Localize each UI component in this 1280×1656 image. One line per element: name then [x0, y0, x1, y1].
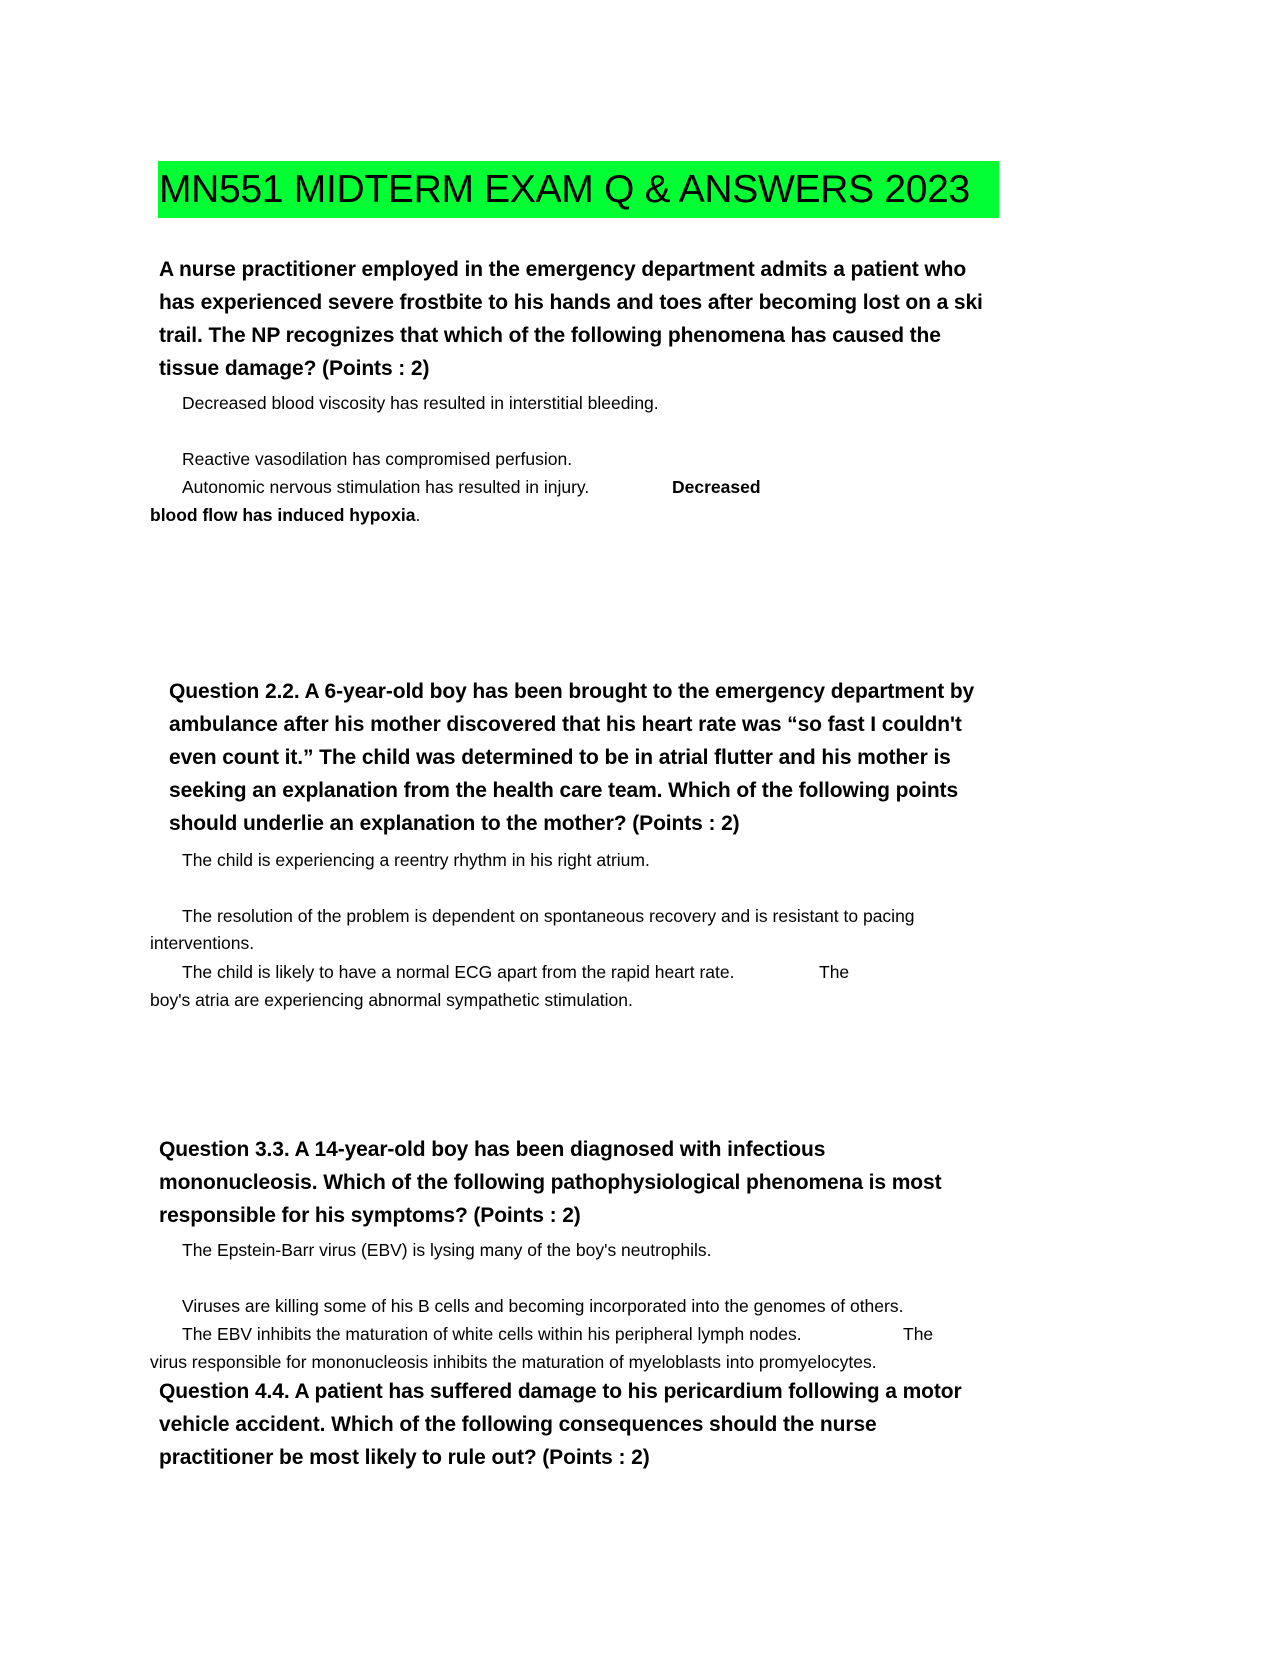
question-1-option-a: Decreased blood viscosity has resulted in interstitial bleeding. [182, 393, 659, 413]
question-3-option-b: Viruses are killing some of his B cells and becoming incorporated into the genomes of others. [182, 1296, 904, 1316]
question-3-option-c: The EBV inhibits the maturation of white cells within his peripheral lymph nodes. [182, 1324, 802, 1344]
question-1-answer-period: . [415, 505, 421, 525]
question-1-option-b: Reactive vasodilation has compromised perfusion. [182, 449, 573, 469]
question-1-line: has experienced severe frostbite to his hands and toes after becoming lost on a ski [159, 291, 983, 314]
question-4-line: practitioner be most likely to rule out? (Points : 2) [159, 1446, 650, 1469]
question-2-option-a: The child is experiencing a reentry rhythm in his right atrium. [182, 850, 650, 870]
question-2-line: should underlie an explanation to the mother? (Points : 2) [169, 812, 740, 835]
document-title: MN551 MIDTERM EXAM Q & ANSWERS 2023 [158, 161, 999, 218]
question-2-option-d-end: boy's atria are experiencing abnormal sympathetic stimulation. [150, 990, 633, 1010]
question-3-text [159, 1133, 941, 1232]
question-1-option-d-start: Decreased [672, 477, 761, 497]
question-2-line: Question 2.2. A 6-year-old boy has been brought to the emergency department by [169, 680, 975, 703]
question-3-line: mononucleosis. Which of the following pathophysiological phenomena is most [159, 1171, 942, 1194]
question-2-line: ambulance after his mother discovered that his heart rate was “so fast I couldn't [169, 713, 962, 736]
question-4-line: Question 4.4. A patient has suffered damage to his pericardium following a motor [159, 1380, 962, 1403]
question-1-line: A nurse practitioner employed in the emergency department admits a patient who [159, 258, 967, 281]
question-1-line: tissue damage? (Points : 2) [159, 357, 430, 380]
question-3-line: Question 3.3. A 14-year-old boy has been diagnosed with infectious [159, 1138, 826, 1161]
question-3-option-d-end: virus responsible for mononucleosis inhibits the maturation of myeloblasts into promyelocytes. [150, 1352, 877, 1372]
question-2-line: even count it.” The child was determined to be in atrial flutter and his mother is [169, 746, 951, 769]
question-3-line: responsible for his symptoms? (Points : 2) [159, 1204, 581, 1227]
question-2-line: seeking an explanation from the health care team. Which of the following points [169, 779, 959, 802]
question-2-option-d-start: The [819, 962, 850, 982]
question-2-text [169, 675, 974, 840]
question-2-option-b: The resolution of the problem is dependent on spontaneous recovery and is resistant to pacing [182, 906, 915, 926]
question-2-option-c: The child is likely to have a normal ECG apart from the rapid heart rate. [182, 962, 735, 982]
question-1-text [159, 253, 983, 385]
question-1-line: trail. The NP recognizes that which of the following phenomena has caused the [159, 324, 941, 347]
question-1-option-d-end [150, 504, 420, 526]
question-3-option-a: The Epstein-Barr virus (EBV) is lysing many of the boy's neutrophils. [182, 1240, 712, 1260]
question-1-option-c: Autonomic nervous stimulation has resulted in injury. [182, 477, 590, 497]
question-3-option-d-start: The [903, 1324, 934, 1344]
question-1-answer-highlight: blood flow has induced hypoxia [150, 505, 416, 525]
question-2-option-b-cont: interventions. [150, 933, 255, 953]
question-4-text [159, 1375, 962, 1474]
question-4-line: vehicle accident. Which of the following consequences should the nurse [159, 1413, 877, 1436]
